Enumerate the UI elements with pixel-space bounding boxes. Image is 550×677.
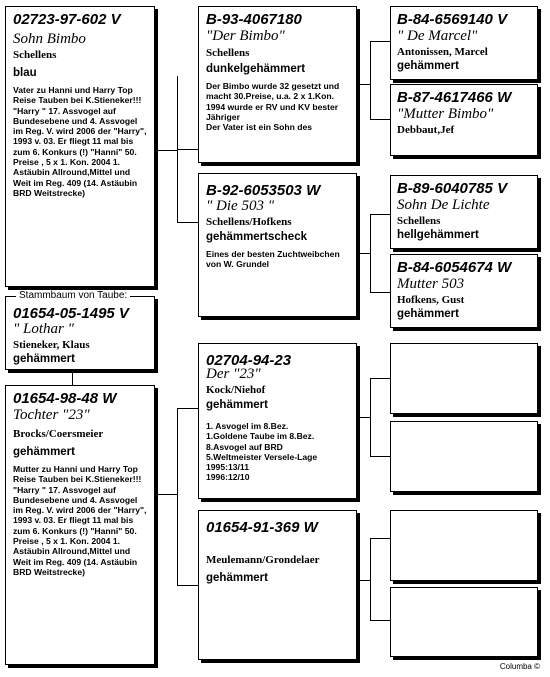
great-grandparent-card-2[interactable] [390,84,538,156]
paternal-grandfather-name: "Der Bimbo" [206,28,285,44]
mother-name: Tochter "23" [13,407,90,423]
paternal-grandmother-notes: Eines der besten Zuchtweibchen von W. Grundel [206,249,340,270]
great-grandparent-card-7[interactable] [390,510,538,581]
paternal-grandfather-color: dunkelgehämmert [206,63,306,75]
father-color: blau [13,67,37,79]
great-grandparent-2-breeder: Debbaut,Jef [397,124,455,136]
great-grandparent-card-8[interactable] [390,587,538,657]
great-grandparent-4-color: gehämmert [397,308,459,320]
pedigree-label: Stammbaum von Taube: [16,290,130,301]
great-grandparent-4-breeder: Hofkens, Gust [397,294,465,306]
great-grandparent-2-ring-number: B-87-4617466 W [397,89,512,106]
maternal-grandfather-card[interactable] [198,343,357,499]
great-grandparent-3-name: Sohn De Lichte [397,197,490,213]
mother-color: gehämmert [13,446,75,458]
maternal-grandfather-color: gehämmert [206,399,268,411]
maternal-grandmother-ring-number: 01654-91-369 W [206,519,318,536]
subject-color: gehämmert [13,353,75,365]
paternal-grandmother-ring-number: B-92-6053503 W [206,182,321,199]
maternal-grandfather-breeder: Kock/Niehof [206,384,266,396]
father-ring-number: 02723-97-602 V [13,11,121,28]
great-grandparent-3-ring-number: B-89-6040785 V [397,180,508,197]
mother-card[interactable] [5,385,155,665]
mother-ring-number: 01654-98-48 W [13,390,117,407]
great-grandparent-4-name: Mutter 503 [397,276,465,292]
subject-name: " Lothar " [13,321,74,337]
great-grandparent-1-name: " De Marcel" [397,28,478,44]
father-name: Sohn Bimbo [13,31,86,47]
great-grandparent-3-color: hellgehämmert [397,229,479,241]
great-grandparent-4-ring-number: B-84-6054674 W [397,259,512,276]
great-grandparent-card-3[interactable] [390,175,538,249]
paternal-grandmother-color: gehämmertscheck [206,231,307,243]
subject-ring-number: 01654-05-1495 V [13,305,129,322]
father-notes: Vater zu Hanni und Harry Top Reise Tauben bei K.Stieneker!!! "Harry " 17. Assvogel auf Bundesebene und 4. Assvogel im Reg. V. wird 2006 der "Harry", 1993 v. 03. Er fliegt 11 mal bis zum 6. Konkurs (!) "Hanni" 50. Preise , 5 x 1. Kon. 2004 1. Astäubin Allround,Mittel und Weit im Reg. 409 (14. Astäubin BRD Weitstrecke) [13,85,147,198]
paternal-grandfather-card[interactable] [198,6,357,163]
great-grandparent-1-breeder: Antonissen, Marcel [397,46,488,58]
paternal-grandfather-notes: Der Bimbo wurde 32 gesetzt und macht 30.Preise, u.a. 2 x 1.Kon. 1994 wurde er RV und KV bester Jähriger Der Vater ist ein Sohn des [206,81,340,133]
maternal-grandfather-name: Der "23" [206,366,261,382]
maternal-grandmother-breeder: Meulemann/Grondelaer [206,554,320,566]
subject-breeder: Stieneker, Klaus [13,339,90,351]
paternal-grandfather-breeder: Schellens [206,47,250,59]
paternal-grandfather-ring-number: B-93-4067180 [206,11,302,28]
paternal-grandmother-card[interactable] [198,173,357,317]
great-grandparent-card-1[interactable] [390,6,538,80]
mother-breeder: Brocks/Coersmeier [13,428,104,440]
great-grandparent-card-4[interactable] [390,254,538,328]
maternal-grandmother-card[interactable] [198,510,357,660]
paternal-grandmother-name: " Die 503 " [206,198,275,214]
footer-credit: Columba © [499,662,540,671]
great-grandparent-1-color: gehämmert [397,60,459,72]
great-grandparent-card-5[interactable] [390,343,538,414]
great-grandparent-1-ring-number: B-84-6569140 V [397,11,508,28]
mother-notes: Mutter zu Hanni und Harry Top Reise Tauben bei K.Stieneker!!! "Harry " 17. Assvogel auf Bundesebene und 4. Assvogel im Reg. V. wird 2006 der "Harry", 1993 v. 03. Er fliegt 11 mal bis zum 6. Konkurs (!) "Hanni" 50. Preise , 5 x 1. Kon. 2004 1. Astäubin Allround,Mittel und Weit im Reg. 409 (14. Astäubin BRD Weitstrecke) [13,464,147,577]
maternal-grandfather-notes: 1. Asvogel im 8.Bez. 1.Goldene Taube im 8.Bez. 8.Asvogel auf BRD 5.Weltmeister Versele-Lage 1995:13/11 1996:12/10 [206,421,318,483]
great-grandparent-2-name: "Mutter Bimbo" [397,106,494,122]
father-breeder: Schellens [13,49,57,61]
great-grandparent-3-breeder: Schellens [397,215,441,227]
father-card[interactable] [5,6,155,287]
maternal-grandmother-color: gehämmert [206,572,268,584]
great-grandparent-card-6[interactable] [390,421,538,492]
subject-card[interactable] [5,296,155,370]
paternal-grandmother-breeder: Schellens/Hofkens [206,216,292,228]
maternal-grandfather-ring-number: 02704-94-23 [206,352,292,369]
